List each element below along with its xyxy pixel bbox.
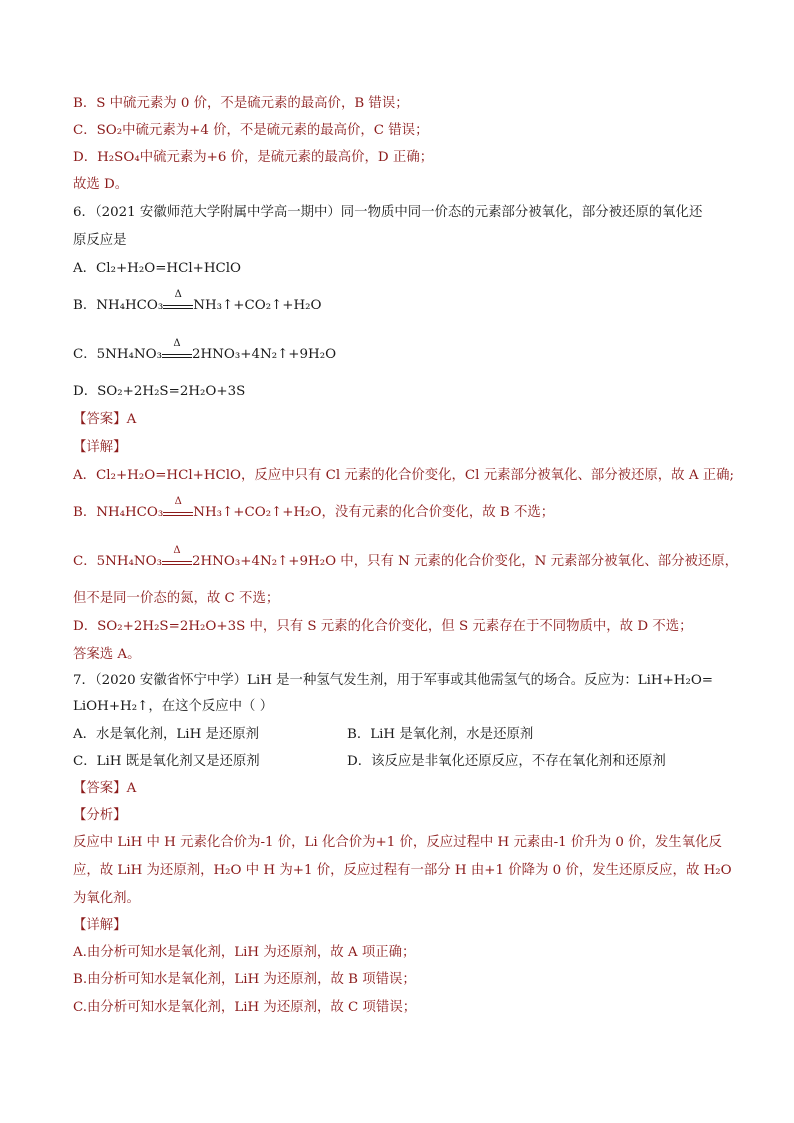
heating-equals-sign xyxy=(163,289,193,316)
q6-exp-c-reactant: C．5NH₄NO₃ xyxy=(73,554,162,569)
q7-analysis-line2: 应，故 LiH 为还原剂，H₂O 中 H 为+1 价，反应过程有一部分 H 由+1 价降为 0 价，发生还原反应，故 H₂O xyxy=(73,863,732,878)
q6-option-a: A．Cl₂+H₂O=HCl+HClO xyxy=(73,261,242,276)
q7-detail-label: 【详解】 xyxy=(73,918,127,933)
q6-explanation-a: A．Cl₂+H₂O=HCl+HClO，反应中只有 Cl 元素的化合价变化，Cl 元素部分被氧化、部分被还原，故 A 正确; xyxy=(73,468,735,483)
heat-symbol: Δ xyxy=(174,496,182,507)
q5-option-c-explanation: C．SO₂中硫元素为+4 价，不是硫元素的最高价，C 错误； xyxy=(73,123,429,138)
q7-analysis-line1: 反应中 LiH 中 H 元素化合价为-1 价，Li 化合价为+1 价，反应过程中 H 元素由-1 价升为 0 价，发生氧化反 xyxy=(73,835,722,850)
q7-stem-line2: LiOH+H₂↑，在这个反应中（ ） xyxy=(73,699,274,714)
answer-value: A xyxy=(126,781,137,796)
q6-option-b xyxy=(73,289,322,316)
q6-explanation-b xyxy=(73,496,555,523)
q7-stem-line1: 7．（2020 安徽省怀宁中学）LiH 是一种氢气发生剂，用于军事或其他需氢气的场合。反应为：LiH+H₂O= xyxy=(73,673,714,688)
q7-explanation-b: B.由分析可知水是氧化剂，LiH 为还原剂，故 B 项错误； xyxy=(73,972,416,987)
q6-option-c xyxy=(73,338,337,365)
answer-label: 【答案】 xyxy=(73,412,127,427)
q6-explanation-c-line2: 但不是同一价态的氮，故 C 不选； xyxy=(73,591,280,606)
q6-stem-line2: 原反应是 xyxy=(73,233,127,248)
q6-option-d: D．SO₂+2H₂S=2H₂O+3S xyxy=(73,384,246,399)
q7-explanation-c: C.由分析可知水是氧化剂，LiH 为还原剂，故 C 项错误； xyxy=(73,1000,417,1015)
heat-symbol: Δ xyxy=(173,338,181,349)
heat-symbol: Δ xyxy=(174,289,182,300)
q6-exp-c-rest: 2HNO₃+4N₂↑+9H₂O 中，只有 N 元素的化合价变化，N 元素部分被氧化、部分被还原， xyxy=(191,554,739,569)
q6-stem-line1: 6．（2021 安徽师范大学附属中学高一期中）同一物质中同一价态的元素部分被氧化，部分被还原的氧化还 xyxy=(73,205,703,220)
heating-equals-sign xyxy=(163,496,193,523)
q5-option-b-explanation: B．S 中硫元素为 0 价，不是硫元素的最高价，B 错误； xyxy=(73,96,409,111)
heat-symbol: Δ xyxy=(173,545,181,556)
q6-option-c-reactant: C．5NH₄NO₃ xyxy=(73,347,162,362)
q6-answer xyxy=(73,410,136,430)
q6-option-b-reactant: B．NH₄HCO₃ xyxy=(73,298,164,313)
q6-exp-b-rest: NH₃↑+CO₂↑+H₂O，没有元素的化合价变化，故 B 不选； xyxy=(193,505,555,520)
q7-answer xyxy=(73,779,136,799)
q5-conclusion: 故选 D。 xyxy=(73,177,129,192)
q6-detail-label: 【详解】 xyxy=(73,440,127,455)
q7-analysis-label: 【分析】 xyxy=(73,808,127,823)
q6-explanation-c xyxy=(73,545,739,572)
q7-option-b: B．LiH 是氧化剂，水是还原剂 xyxy=(347,727,534,742)
answer-value: A xyxy=(126,412,137,427)
q6-option-c-product: 2HNO₃+4N₂↑+9H₂O xyxy=(191,347,337,362)
answer-label: 【答案】 xyxy=(73,781,127,796)
heating-equals-sign xyxy=(162,338,192,365)
q7-option-d: D．该反应是非氧化还原反应，不存在氧化剂和还原剂 xyxy=(347,754,666,769)
q7-analysis-line3: 为氧化剂。 xyxy=(73,891,140,906)
q6-explanation-d: D．SO₂+2H₂S=2H₂O+3S 中，只有 S 元素的化合价变化，但 S 元素存在于不同物质中，故 D 不选； xyxy=(73,619,693,634)
q6-exp-b-reactant: B．NH₄HCO₃ xyxy=(73,505,164,520)
q6-option-b-product: NH₃↑+CO₂↑+H₂O xyxy=(193,298,322,313)
q7-option-a: A．水是氧化剂，LiH 是还原剂 xyxy=(73,727,260,742)
q6-conclusion: 答案选 A。 xyxy=(73,647,141,662)
q7-option-c: C．LiH 既是氧化剂又是还原剂 xyxy=(73,754,260,769)
heating-equals-sign xyxy=(162,545,192,572)
q5-option-d-explanation: D．H₂SO₄中硫元素为+6 价，是硫元素的最高价，D 正确； xyxy=(73,150,434,165)
q7-explanation-a: A.由分析可知水是氧化剂，LiH 为还原剂，故 A 项正确； xyxy=(73,945,416,960)
